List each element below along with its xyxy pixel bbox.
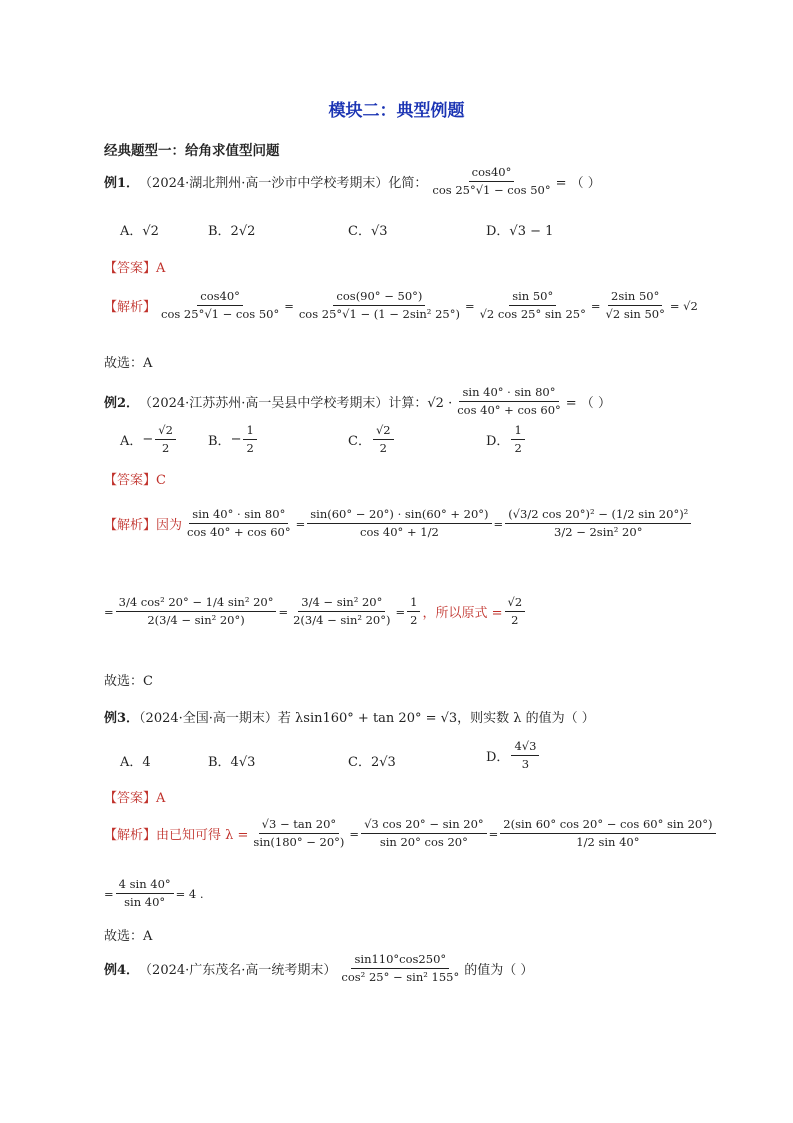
option-b xyxy=(208,424,259,455)
analysis-tag: 【解析】 xyxy=(104,518,157,534)
example-2-question xyxy=(104,386,611,417)
numerator: sin(60° − 20°) · sin(60° + 20°) xyxy=(307,508,491,524)
denominator: 2 xyxy=(246,441,254,456)
fraction xyxy=(511,740,539,771)
analysis-tag: 【解析】 xyxy=(104,300,157,316)
numerator: 2(sin 60° cos 20° − cos 60° sin 20°) xyxy=(500,818,715,834)
numerator: 3/4 − sin² 20° xyxy=(298,596,385,612)
denominator: cos 40° + cos 60° xyxy=(187,525,291,540)
option-c: C．2√3 xyxy=(348,755,396,770)
answer-value: A xyxy=(156,791,166,806)
answer-line xyxy=(104,257,165,276)
fraction xyxy=(155,424,176,455)
numerator: √3 cos 20° − sin 20° xyxy=(361,818,487,834)
result: = √2 xyxy=(669,298,698,313)
denominator: 2 xyxy=(511,613,519,628)
fraction xyxy=(290,596,393,627)
example-3-question xyxy=(104,707,595,726)
denominator: cos² 25° − sin² 155° xyxy=(341,970,460,985)
numerator: √3 − tan 20° xyxy=(259,818,340,834)
numerator: 4√3 xyxy=(511,740,539,756)
final-choice: 故选：A xyxy=(104,929,153,944)
denominator: cos 40° + cos 60° xyxy=(457,403,561,418)
numerator: (√3/2 cos 20°)² − (1/2 sin 20°)² xyxy=(505,508,691,524)
numerator: cos40° xyxy=(469,166,515,182)
final-choice: 故选：A xyxy=(104,356,153,371)
question-source: （2024·湖北荆州·高一沙市中学校考期末）化简： xyxy=(139,176,428,192)
denominator: 2 xyxy=(379,441,387,456)
page-title: 模块二：典型例题 xyxy=(328,101,465,121)
fraction xyxy=(116,878,174,909)
denominator: 2 xyxy=(410,613,418,628)
answer-line xyxy=(104,787,165,806)
option-letter: B． xyxy=(208,434,231,450)
numerator: 1 xyxy=(243,424,256,440)
section-heading: 经典题型一：给角求值型问题 xyxy=(104,143,280,159)
numerator: 1 xyxy=(407,596,420,612)
example-label: 例1． xyxy=(104,176,140,192)
numerator: √2 xyxy=(155,424,176,440)
question-tail: = （ ） xyxy=(555,176,601,192)
denominator: sin 40° xyxy=(124,895,166,910)
fraction xyxy=(184,508,294,539)
numerator: sin 40° · sin 80° xyxy=(189,508,288,524)
option-a xyxy=(120,424,178,455)
numerator: sin110°cos250° xyxy=(351,953,449,969)
question-tail: 的值为（ ） xyxy=(464,963,534,979)
numerator: 2sin 50° xyxy=(608,290,662,306)
question-source: （2024·江苏苏州·高一吴县中学校考期末）计算：√2 · xyxy=(139,396,453,412)
option-c xyxy=(348,424,396,455)
numerator: cos(90° − 50°) xyxy=(333,290,425,306)
option-d xyxy=(486,740,541,771)
fraction xyxy=(250,818,347,849)
option-c: C．√3 xyxy=(348,224,388,239)
analysis-continuation: = $\frac{4 \sin 40^\circ}{\sin 40^\circ}$ = 4 . xyxy=(104,877,204,910)
answer-tag: 【答案】 xyxy=(104,791,157,806)
denominator: √2 cos 25° sin 25° xyxy=(479,307,586,322)
option-d xyxy=(486,424,527,455)
option-b: B．4√3 xyxy=(208,755,256,770)
answer-value: A xyxy=(156,261,166,276)
numerator: √2 xyxy=(505,596,526,612)
conclusion-text: ，所以原式 = xyxy=(422,606,503,622)
denominator: cos 25°√1 − cos 50° xyxy=(432,183,551,198)
denominator: cos 25°√1 − (1 − 2sin² 25°) xyxy=(298,307,460,322)
numerator: 3/4 cos² 20° − 1/4 sin² 20° xyxy=(116,596,277,612)
fraction xyxy=(116,596,277,627)
denominator: √2 sin 50° xyxy=(605,307,665,322)
question-source: （2024·广东茂名·高一统考期末） xyxy=(139,963,337,979)
final-choice: 故选：C xyxy=(104,674,153,689)
fraction xyxy=(373,424,394,455)
denominator: sin(180° − 20°) xyxy=(253,835,345,850)
fraction xyxy=(500,818,715,849)
analysis-intro: 因为 xyxy=(156,518,183,534)
analysis-tag: 【解析】 xyxy=(104,828,157,844)
fraction xyxy=(243,424,256,455)
answer-tag: 【答案】 xyxy=(104,261,157,276)
example-label: 例2． xyxy=(104,396,140,412)
fraction xyxy=(429,166,553,197)
fraction xyxy=(477,290,589,321)
denominator: cos 40° + 1/2 xyxy=(360,525,439,540)
numerator: 4 sin 40° xyxy=(116,878,174,894)
result: = 4 . xyxy=(175,886,204,901)
analysis-line: 【解析】 由已知可得 λ = $\frac{√3 - \tan 20^\circ}{\sin(180^\circ - 20^\circ)}$ = $\frac{√3 \cos 20^\circ - \sin 20^\circ}{\sin 20^\circ \cos 20^\circ}$ = $\frac{2(\sin 60^\circ \cos 20^\circ - \cos 60^\circ \sin 20^\circ)}{1/2 \sin 40^\circ}$ xyxy=(104,818,718,849)
answer-value: C xyxy=(156,473,166,488)
denominator: 2 xyxy=(161,441,170,456)
fraction xyxy=(296,290,463,321)
denominator: cos 25°√1 − cos 50° xyxy=(161,307,280,322)
denominator: 3 xyxy=(521,757,530,772)
answer-line xyxy=(104,469,166,488)
analysis-intro: 由已知可得 λ = xyxy=(156,828,249,844)
fraction xyxy=(158,290,282,321)
fraction xyxy=(407,596,420,627)
analysis-line: 【解析】 $\frac{\cos 40^\circ}{\cos 25^\circ√1 - \cos 50^\circ}$ = $\frac{\cos(90^\circ - 50^\circ)}{\text{cos 25°√1 − (1 − 2sin² 25°)}}$ = $\frac{\sin 50^\circ}{√2 \cos 25^\circ \sin 25^\circ}$ = $\frac{2\sin 50^\circ}{√2 \sin 50^\circ}$ = √2 xyxy=(104,289,698,322)
option-a: A．4 xyxy=(120,755,151,770)
numerator: √2 xyxy=(373,424,394,440)
example-label: 例4． xyxy=(104,963,140,979)
fraction xyxy=(307,508,491,539)
option-letter: A． xyxy=(120,434,143,450)
example-label: 例3． xyxy=(104,711,140,726)
answer-tag: 【答案】 xyxy=(104,473,157,488)
fraction xyxy=(505,508,691,539)
option-sign: − xyxy=(142,432,154,448)
fraction xyxy=(338,953,462,984)
fraction xyxy=(603,290,668,321)
fraction xyxy=(454,386,564,417)
option-a: A．√2 xyxy=(120,224,159,239)
denominator: 1/2 sin 40° xyxy=(576,835,640,850)
example-4-question xyxy=(104,953,533,984)
denominator: 2(3/4 − sin² 20°) xyxy=(293,613,391,628)
numerator: cos40° xyxy=(197,290,243,306)
fraction xyxy=(361,818,487,849)
numerator: sin 50° xyxy=(509,290,556,306)
question-tail: = （ ） xyxy=(565,396,611,412)
option-b: B．2√2 xyxy=(208,224,256,239)
denominator: sin 20° cos 20° xyxy=(379,835,468,850)
fraction xyxy=(505,596,526,627)
analysis-line: 【解析】 因为 $\frac{\sin 40^\circ \cdot \sin 80^\circ}{\cos 40^\circ + \cos 60^\circ}$ = $\frac{\sin(60^\circ - 20^\circ) \cdot \sin(60^\circ + 20^\circ)}{\cos 40^\circ + 1/2}$ = $\frac{\text{(√3/2 cos 20°)² − (1/2 sin 20°)²}}{\text{3/2 − 2sin² 20°}}$ xyxy=(104,508,693,539)
denominator: 2 xyxy=(514,441,522,456)
fraction xyxy=(511,424,524,455)
question-source: （2024·全国·高一期末）若 λsin160° + tan 20° = √3，则实数 λ 的值为（ ） xyxy=(139,711,595,726)
option-sign: − xyxy=(230,432,242,448)
option-letter: D． xyxy=(486,434,510,450)
denominator: 3/2 − 2sin² 20° xyxy=(554,525,643,540)
option-letter: C． xyxy=(348,434,371,450)
numerator: 1 xyxy=(511,424,524,440)
option-d: D．√3 − 1 xyxy=(486,224,554,239)
denominator: 2(3/4 − sin² 20°) xyxy=(147,613,245,628)
numerator: sin 40° · sin 80° xyxy=(459,386,558,402)
analysis-continuation: = $\frac{\text{3/4 cos² 20° − 1/4 sin² 20°}}{\text{2(3/4 − sin² 20°)}}$ = $\frac{\text{3/4 − sin² 20°}}{\text{2(3/4 − sin² 20°)}}$ = $\frac{1}{2}$ ，所以原式 = $\frac{√2}{2}$ xyxy=(104,596,527,627)
option-letter: D． xyxy=(486,750,510,766)
example-1-question xyxy=(104,166,601,197)
